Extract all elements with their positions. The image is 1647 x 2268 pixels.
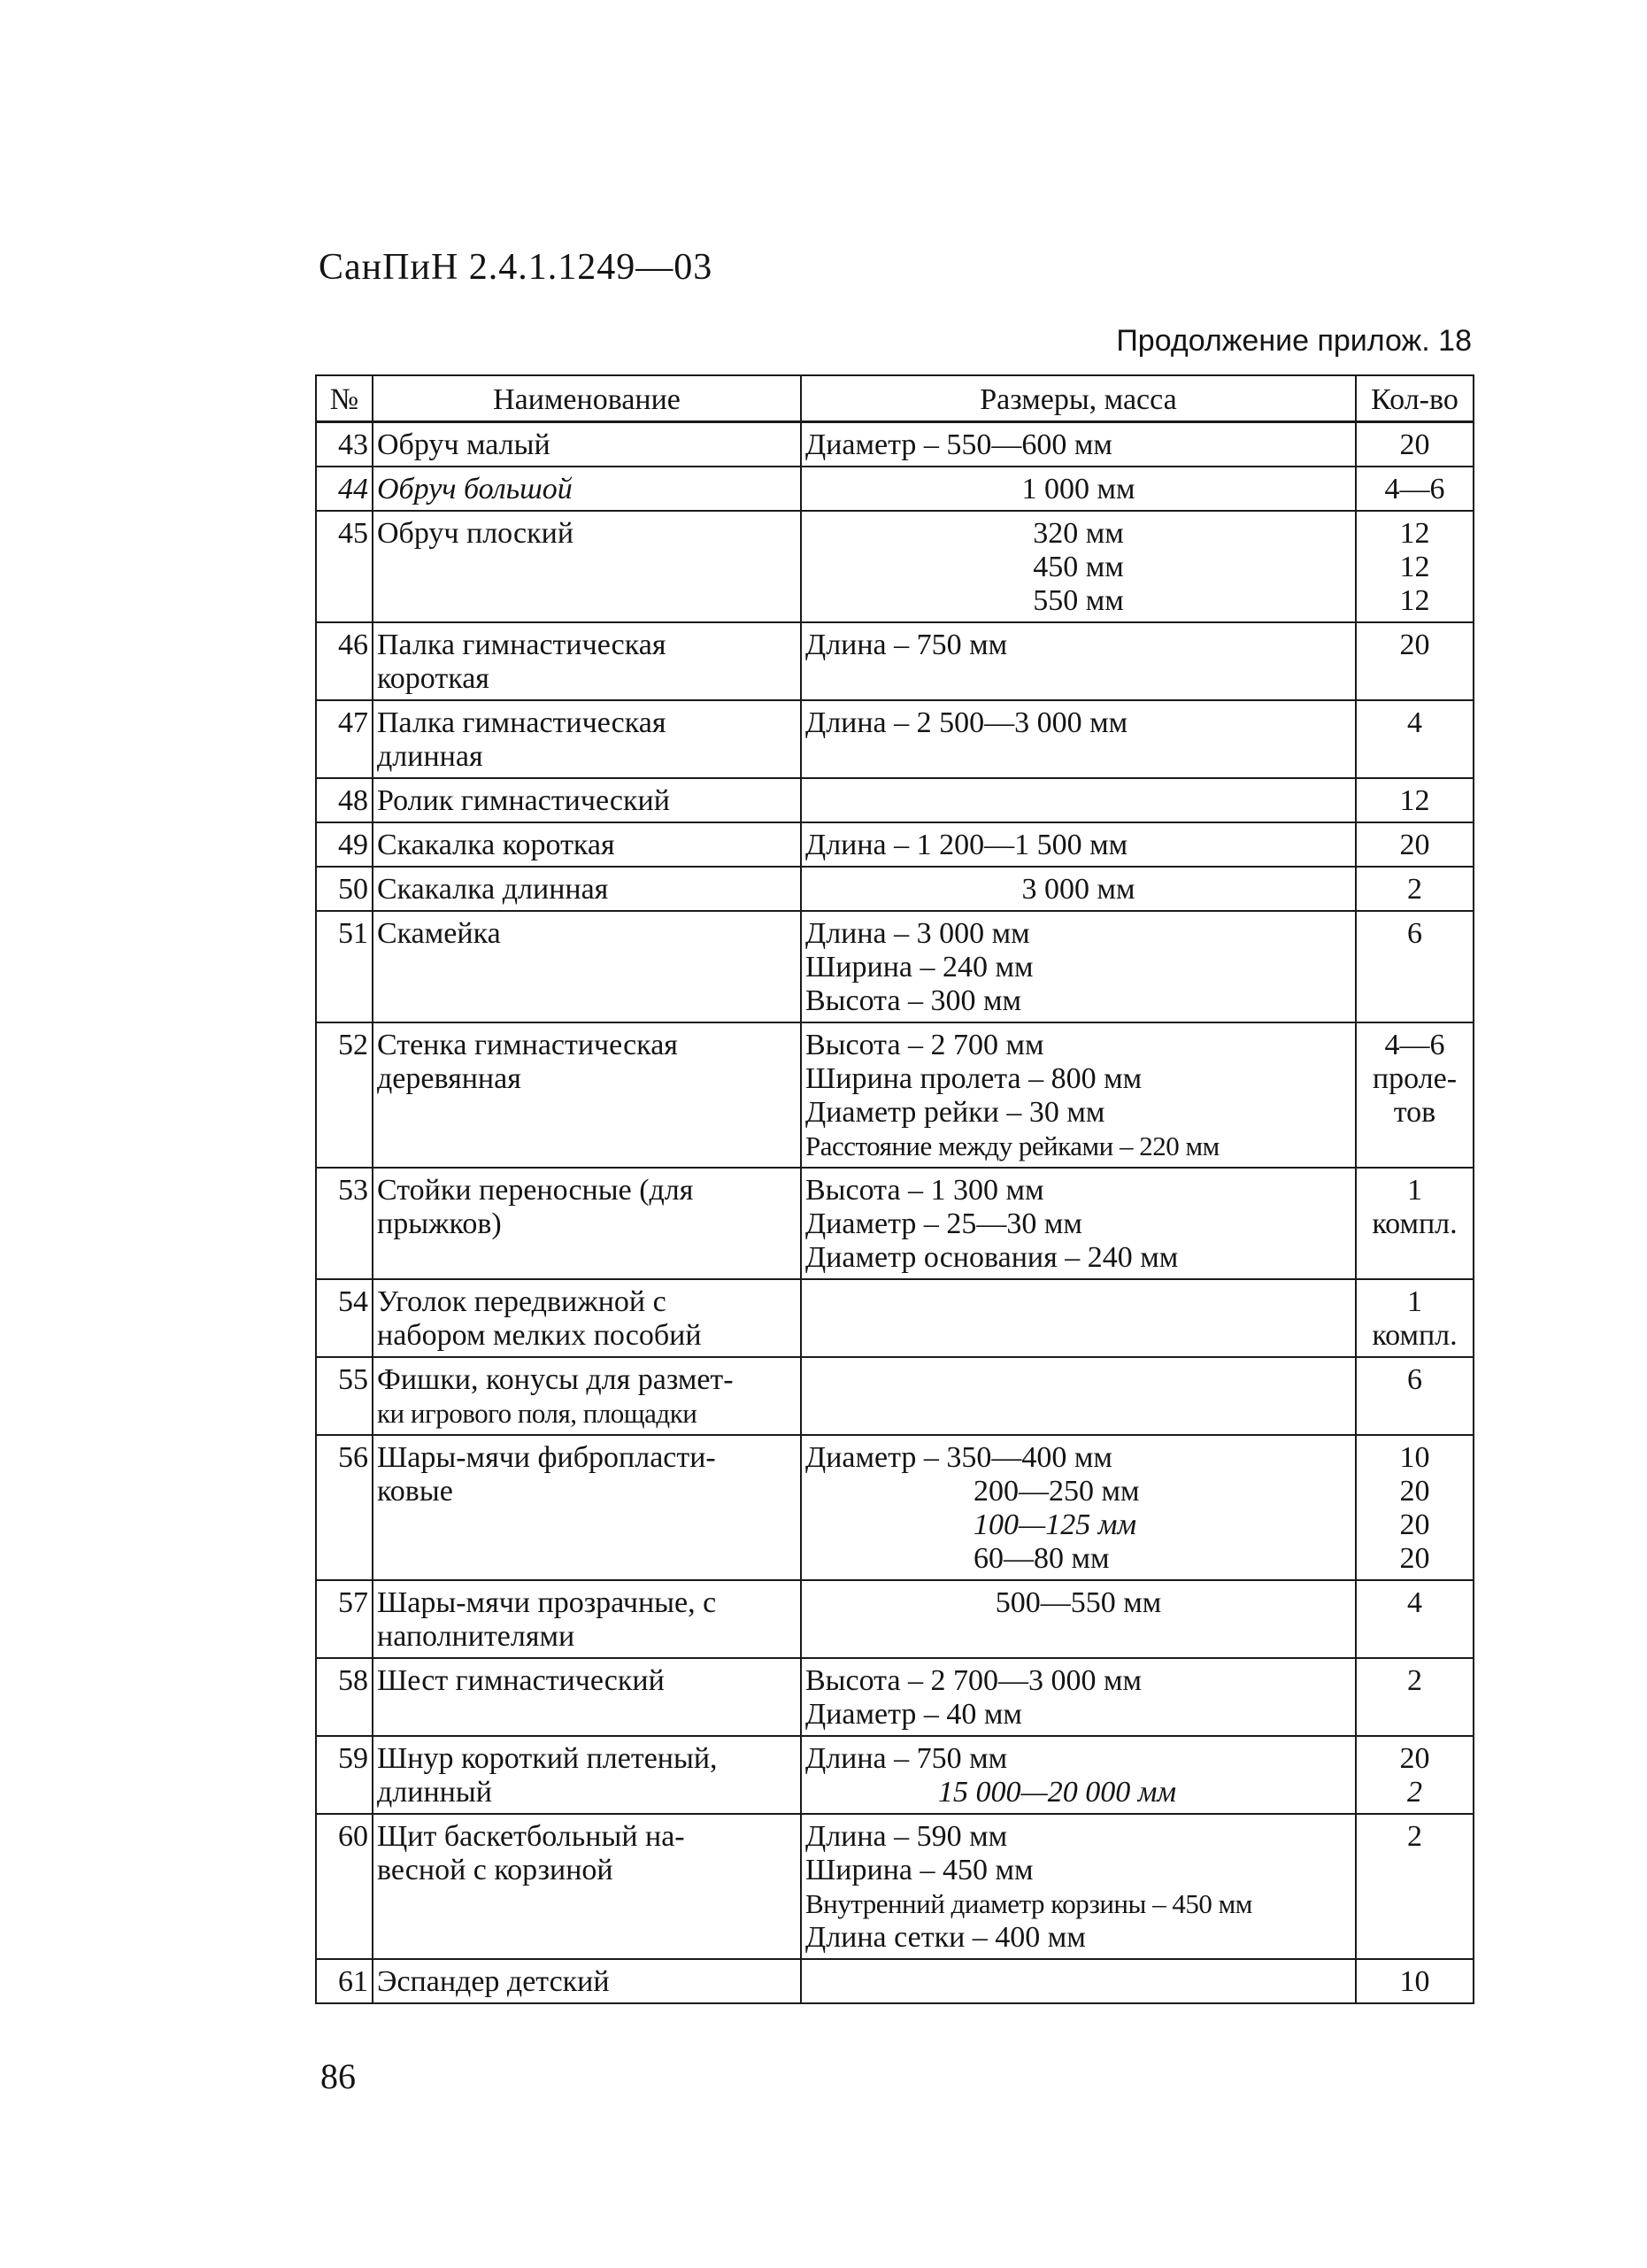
name-line: Палка гимнастическая (377, 629, 666, 661)
qty-line: 20 (1399, 428, 1430, 461)
document-code: СанПиН 2.4.1.1249—03 (319, 247, 713, 288)
qty-line: 12 (1399, 517, 1430, 550)
size-line: Диаметр основания – 240 мм (805, 1241, 1179, 1274)
table-row (316, 622, 1474, 700)
row-number: 45 (316, 511, 373, 622)
row-number: 50 (316, 867, 373, 911)
name-line: Эспандер детский (377, 1965, 610, 1998)
name-line: ковые (377, 1475, 453, 1508)
item-name (373, 1580, 801, 1658)
row-number: 59 (316, 1736, 373, 1814)
size-line: 500—550 мм (995, 1586, 1162, 1619)
name-line: Шары-мячи прозрачные, с (377, 1586, 717, 1619)
name-line: весной с корзиной (377, 1854, 613, 1886)
size-line: 1 000 мм (1021, 473, 1135, 505)
table-row (316, 911, 1474, 1022)
row-number: 47 (316, 700, 373, 778)
table-row (316, 422, 1474, 467)
size-line: Диаметр рейки – 30 мм (805, 1096, 1105, 1129)
size-line: Длина – 750 мм (805, 629, 1008, 661)
name-line: Шест гимнастический (377, 1664, 665, 1697)
continuation-label: Продолжение прилож. 18 (1116, 324, 1472, 358)
item-name (373, 422, 801, 467)
qty-line: 20 (1399, 1542, 1430, 1575)
item-quantity (1356, 1435, 1474, 1580)
size-line: 550 мм (1033, 584, 1124, 617)
table-row (316, 700, 1474, 778)
qty-line: компл. (1372, 1207, 1458, 1240)
name-line: наполнителями (377, 1620, 575, 1653)
size-line: Длина – 1 200—1 500 мм (805, 829, 1128, 861)
size-line: Ширина – 240 мм (805, 951, 1034, 984)
item-size (801, 1168, 1356, 1279)
name-line: Шары-мячи фибропласти- (377, 1441, 716, 1474)
row-number: 53 (316, 1168, 373, 1279)
name-line: Шнур короткий плетеный, (377, 1742, 718, 1775)
row-number: 60 (316, 1814, 373, 1959)
qty-line: 20 (1399, 1508, 1430, 1541)
item-quantity (1356, 700, 1474, 778)
item-quantity (1356, 867, 1474, 911)
item-quantity (1356, 1580, 1474, 1658)
qty-line: 10 (1399, 1965, 1430, 1998)
table-row (316, 1022, 1474, 1168)
item-name (373, 1357, 801, 1435)
item-quantity (1356, 467, 1474, 511)
item-size (801, 1959, 1356, 2003)
item-quantity (1356, 1357, 1474, 1435)
item-name (373, 1168, 801, 1279)
item-name (373, 1814, 801, 1959)
size-line: Высота – 1 300 мм (805, 1174, 1044, 1207)
qty-line: 4 (1407, 706, 1422, 739)
name-line: прыжков) (377, 1207, 502, 1240)
item-name (373, 700, 801, 778)
qty-line: проле- (1372, 1062, 1458, 1095)
item-quantity (1356, 622, 1474, 700)
name-line: короткая (377, 662, 489, 695)
name-line: длинная (377, 740, 483, 773)
item-name (373, 1435, 801, 1580)
qty-line: 1 (1407, 1174, 1422, 1207)
name-line: Обруч малый (377, 428, 550, 461)
size-line: Диаметр – 350—400 мм (805, 1441, 1112, 1474)
table-row (316, 1357, 1474, 1435)
row-number: 55 (316, 1357, 373, 1435)
item-size (801, 1580, 1356, 1658)
item-name (373, 622, 801, 700)
size-line: Ширина – 450 мм (805, 1854, 1034, 1886)
table-row (316, 1279, 1474, 1357)
item-name (373, 1279, 801, 1357)
item-name (373, 1736, 801, 1814)
size-line: Длина сетки – 400 мм (805, 1921, 1086, 1954)
row-number: 49 (316, 822, 373, 867)
row-number: 48 (316, 778, 373, 822)
item-quantity (1356, 1168, 1474, 1279)
table-row (316, 867, 1474, 911)
row-number: 44 (316, 467, 373, 511)
qty-line: 2 (1407, 1664, 1422, 1697)
table-row (316, 1658, 1474, 1736)
item-size (801, 1814, 1356, 1959)
qty-line: 6 (1407, 1363, 1422, 1396)
column-header-number: № (316, 375, 373, 422)
item-name (373, 467, 801, 511)
size-line: Внутренний диаметр корзины – 450 мм (805, 1888, 1252, 1919)
qty-line: 2 (1407, 873, 1422, 906)
size-line: Длина – 590 мм (805, 1820, 1008, 1853)
item-size (801, 467, 1356, 511)
name-line: Скамейка (377, 917, 501, 950)
qty-line: тов (1393, 1096, 1436, 1129)
size-line: Диаметр – 25—30 мм (805, 1207, 1082, 1240)
name-line: Ролик гимнастический (377, 784, 670, 817)
equipment-table (315, 374, 1474, 2004)
item-name (373, 511, 801, 622)
item-size (801, 1279, 1356, 1357)
size-line: 15 000—20 000 мм (938, 1776, 1177, 1809)
row-number: 56 (316, 1435, 373, 1580)
name-line: Стойки переносные (для (377, 1174, 694, 1207)
item-size (801, 911, 1356, 1022)
name-line: Уголок передвижной с (377, 1285, 666, 1318)
size-line: Диаметр – 40 мм (805, 1698, 1022, 1731)
item-size (801, 778, 1356, 822)
size-line: Длина – 750 мм (805, 1742, 1008, 1775)
qty-line: 10 (1399, 1441, 1430, 1474)
item-quantity (1356, 1959, 1474, 2003)
table-row (316, 511, 1474, 622)
item-size (801, 822, 1356, 867)
qty-line: 4 (1407, 1586, 1422, 1619)
table-row (316, 1168, 1474, 1279)
item-size (801, 1658, 1356, 1736)
row-number: 43 (316, 422, 373, 467)
name-line: Фишки, конусы для размет- (377, 1363, 734, 1396)
name-line: набором мелких пособий (377, 1319, 702, 1352)
qty-line: 12 (1399, 584, 1430, 617)
size-line: 450 мм (1033, 551, 1124, 583)
name-line: Обруч плоский (377, 517, 574, 550)
item-name (373, 1959, 801, 2003)
qty-line: 1 (1407, 1285, 1422, 1318)
column-header-quantity: Кол-во (1356, 375, 1474, 422)
name-line: Скакалка длинная (377, 873, 609, 906)
item-quantity (1356, 1736, 1474, 1814)
table-row (316, 467, 1474, 511)
qty-line: 2 (1407, 1820, 1422, 1853)
name-line: Обруч большой (377, 473, 573, 505)
size-line: 100—125 мм (974, 1508, 1137, 1541)
column-header-size: Размеры, масса (801, 375, 1356, 422)
item-quantity (1356, 511, 1474, 622)
item-size (801, 422, 1356, 467)
name-line: ки игрового поля, площадки (377, 1398, 697, 1429)
qty-line: 4—6 (1384, 473, 1445, 505)
size-line: Высота – 300 мм (805, 984, 1022, 1017)
qty-line: 2 (1407, 1776, 1422, 1809)
size-line: Расстояние между рейками – 220 мм (805, 1130, 1220, 1161)
qty-line: 12 (1399, 551, 1430, 583)
item-name (373, 867, 801, 911)
name-line: Стенка гимнастическая (377, 1029, 678, 1061)
size-line: 3 000 мм (1021, 873, 1135, 906)
table-row (316, 1435, 1474, 1580)
table-header-row (316, 375, 1474, 422)
size-line: Длина – 2 500—3 000 мм (805, 706, 1128, 739)
row-number: 61 (316, 1959, 373, 2003)
name-line: Скакалка короткая (377, 829, 615, 861)
item-size (801, 622, 1356, 700)
table-row (316, 1814, 1474, 1959)
row-number: 52 (316, 1022, 373, 1168)
row-number: 46 (316, 622, 373, 700)
size-line: 60—80 мм (974, 1542, 1110, 1575)
item-name (373, 822, 801, 867)
item-quantity (1356, 1814, 1474, 1959)
item-quantity (1356, 1022, 1474, 1168)
size-line: Высота – 2 700 мм (805, 1029, 1044, 1061)
row-number: 57 (316, 1580, 373, 1658)
size-line: Высота – 2 700—3 000 мм (805, 1664, 1143, 1697)
size-line: Ширина пролета – 800 мм (805, 1062, 1143, 1095)
qty-line: 20 (1399, 829, 1430, 861)
item-size (801, 1022, 1356, 1168)
item-size (801, 1435, 1356, 1580)
column-header-name: Наименование (373, 375, 801, 422)
row-number: 51 (316, 911, 373, 1022)
item-size (801, 1736, 1356, 1814)
size-line: 200—250 мм (974, 1475, 1140, 1508)
item-quantity (1356, 778, 1474, 822)
item-quantity (1356, 1279, 1474, 1357)
qty-line: компл. (1372, 1319, 1458, 1352)
item-name (373, 1658, 801, 1736)
item-quantity (1356, 911, 1474, 1022)
qty-line: 4—6 (1384, 1029, 1445, 1061)
item-quantity (1356, 1658, 1474, 1736)
qty-line: 6 (1407, 917, 1422, 950)
name-line: деревянная (377, 1062, 521, 1095)
qty-line: 20 (1399, 1742, 1430, 1775)
size-line: Длина – 3 000 мм (805, 917, 1030, 950)
item-size (801, 700, 1356, 778)
qty-line: 12 (1399, 784, 1430, 817)
page-number: 86 (320, 2056, 356, 2096)
name-line: Палка гимнастическая (377, 706, 666, 739)
name-line: Щит баскетбольный на- (377, 1820, 685, 1853)
size-line: Диаметр – 550—600 мм (805, 428, 1112, 461)
item-name (373, 911, 801, 1022)
item-size (801, 1357, 1356, 1435)
row-number: 58 (316, 1658, 373, 1736)
table-row (316, 1959, 1474, 2003)
size-line: 320 мм (1033, 517, 1124, 550)
item-quantity (1356, 822, 1474, 867)
item-name (373, 1022, 801, 1168)
item-size (801, 511, 1356, 622)
name-line: длинный (377, 1776, 492, 1809)
table-row (316, 1580, 1474, 1658)
item-size (801, 867, 1356, 911)
item-name (373, 778, 801, 822)
table-row (316, 1736, 1474, 1814)
qty-line: 20 (1399, 629, 1430, 661)
table-row (316, 822, 1474, 867)
qty-line: 20 (1399, 1475, 1430, 1508)
row-number: 54 (316, 1279, 373, 1357)
table-row (316, 778, 1474, 822)
item-quantity (1356, 422, 1474, 467)
